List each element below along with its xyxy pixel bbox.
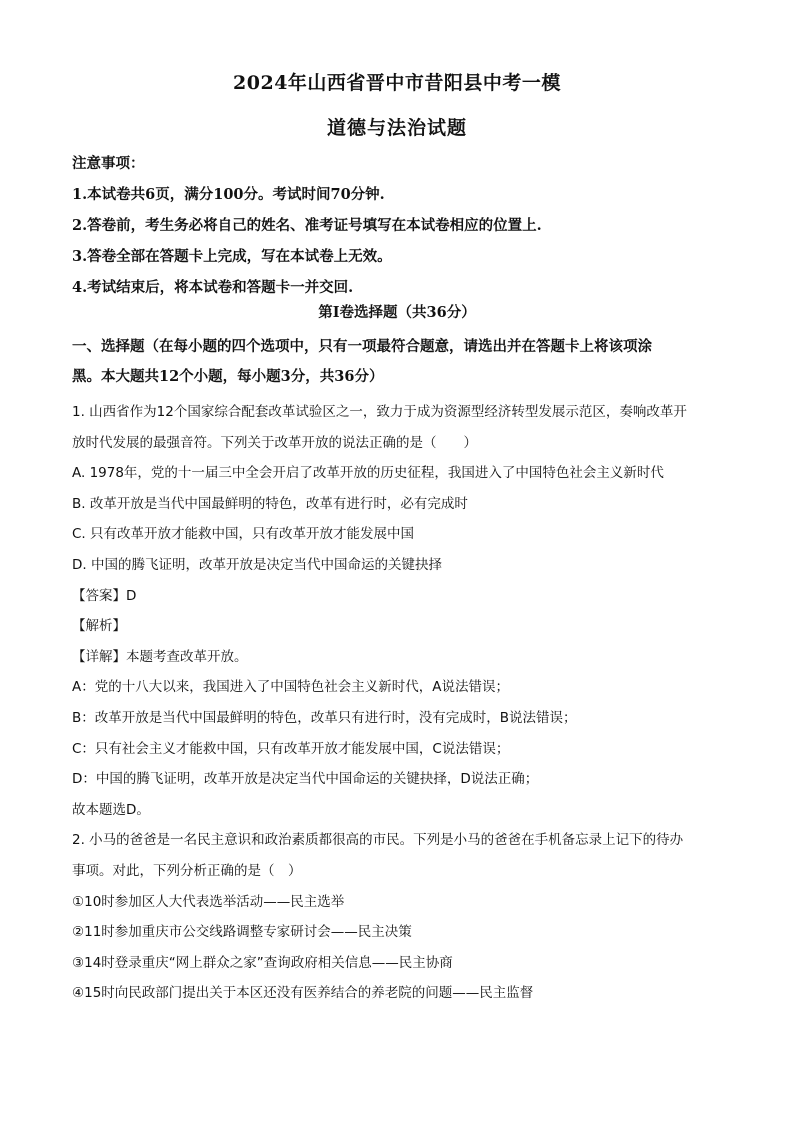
- q1-explanation-a: A：党的十八大以来，我国进入了中国特色社会主义新时代，A说法错误；: [72, 679, 509, 696]
- q1-option-d: D. 中国的腾飞证明，改革开放是决定当代中国命运的关键抉择: [72, 556, 442, 573]
- notice-heading: 注意事项：: [72, 155, 145, 172]
- q2-stem: 2. 小马的爸爸是一名民主意识和政治素质都很高的市民。下列是小马的爸爸在手机备忘录上记下的待办: [72, 832, 684, 849]
- q1-explanation-d: D：中国的腾飞证明，改革开放是决定当代中国命运的关键抉择，D说法正确；: [72, 771, 539, 788]
- section-instructions: [72, 332, 732, 392]
- notice-section: [72, 148, 542, 303]
- q1-option-c: C. 只有改革开放才能救中国，只有改革开放才能发展中国: [72, 526, 415, 543]
- exam-subtitle: 道德与法治试题: [326, 117, 467, 139]
- q2-item-1: ①10时参加区人大代表选举活动——民主选举: [72, 893, 345, 910]
- q2-item-4: ④15时向民政部门提出关于本区还没有医养结合的养老院的问题——民主监督: [72, 985, 534, 1002]
- section-instructions-line: 一、选择题（在每小题的四个选项中，只有一项最符合题意，请选出并在答题卡上将该项涂: [72, 338, 652, 355]
- q1-explanation-b: B：改革开放是当代中国最鲜明的特色，改革只有进行时，没有完成时，B说法错误；: [72, 709, 577, 726]
- notice-item: 4.考试结束后，将本试卷和答题卡一并交回.: [72, 279, 354, 296]
- q1-detail: 【详解】本题考查改革开放。: [72, 648, 248, 665]
- section-title: 第Ⅰ卷选择题（共36分）: [318, 304, 476, 321]
- questions-body: [72, 397, 732, 1009]
- q1-explanation-c: C：只有社会主义才能救中国，只有改革开放才能发展中国，C说法错误；: [72, 740, 510, 757]
- q2-stem: 事项。对此，下列分析正确的是（ ）: [72, 862, 302, 879]
- q2-item-2: ②11时参加重庆市公交线路调整专家研讨会——民主决策: [72, 924, 412, 941]
- exam-title: 2024年山西省晋中市昔阳县中考一模: [233, 72, 561, 94]
- notice-item: 3.答卷全部在答题卡上完成，写在本试卷上无效。: [72, 248, 392, 265]
- q1-option-b: B. 改革开放是当代中国最鲜明的特色，改革有进行时，必有完成时: [72, 495, 468, 512]
- q1-answer: 【答案】D: [72, 587, 137, 604]
- q1-option-a: A. 1978年，党的十一届三中全会开启了改革开放的历史征程，我国进入了中国特色社会主义新时代: [72, 465, 664, 482]
- notice-item: 1.本试卷共6页，满分100分。考试时间70分钟.: [72, 186, 385, 203]
- q1-stem: 放时代发展的最强音符。下列关于改革开放的说法正确的是（ ）: [72, 434, 477, 451]
- q1-conclusion: 故本题选D。: [72, 801, 150, 818]
- q1-analysis-label: 【解析】: [72, 618, 126, 635]
- section-instructions-line: 黑。本大题共12个小题，每小题3分，共36分）: [72, 368, 384, 385]
- q2-item-3: ③14时登录重庆“网上群众之家”查询政府相关信息——民主协商: [72, 954, 453, 971]
- notice-item: 2.答卷前，考生务必将自己的姓名、准考证号填写在本试卷相应的位置上.: [72, 217, 542, 234]
- q1-stem: 1. 山西省作为12个国家综合配套改革试验区之一，致力于成为资源型经济转型发展示范区，奏响改革开: [72, 404, 687, 420]
